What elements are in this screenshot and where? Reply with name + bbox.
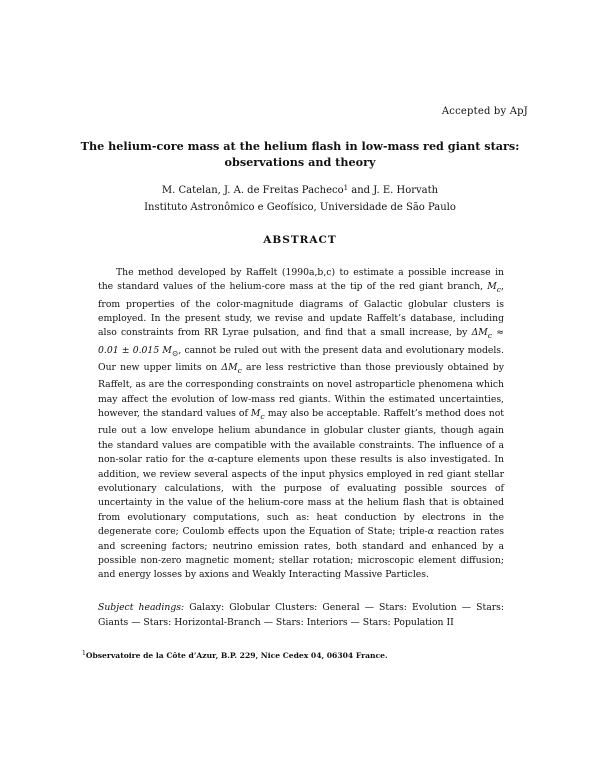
subject-headings-label: Subject headings: bbox=[98, 602, 185, 613]
abstract-text: The method developed by Raffelt (1990a,b,c) to estimate a possible increase in the standard values of the helium-core mass at the tip of the red giant branch, $M_c$, from properties of the color-magnitude diagrams of Galactic globular clusters is employed. In the present study, we revise and update Raffelt’s database, including also constraints from RR Lyrae pulsation, and find that a small increase, by $\Delta M_c \approx 0.01 \pm 0.015$ $M_⊙$, cannot be ruled out with the present data and evolutionary models. Our new upper limits on $\Delta M_c$ are less restrictive than those previously obtained by Raffelt, as are the corresponding constraints on novel astroparticle phenomena which may affect the evolution of low-mass red giants. Within the estimated uncertainties, however, the standard values of $M_c$ may also be acceptable. Raffelt’s method does not rule out a low envelope helium abundance in globular cluster giants, though again the standard values are compatible with the available constraints. The influence of a non-solar ratio for the α-capture elements upon these results is also investigated. In addition, we review several aspects of the input physics employed in red giant stellar evolutionary calculations, with the purpose of evaluating possible sources of uncertainty in the value of the helium-core mass at the helium flash that is obtained from evolutionary computations, such as: heat conduction by electrons in the degenerate core; Coulomb effects upon the Equation of State; triple-α reaction rates and screening factors; neutrino emission rates, both standard and enhanced by a possible non-zero magnetic moment; stellar rotation; microscopic element diffusion; and energy losses by axions and Weakly Interacting Massive Particles. bbox=[98, 267, 505, 581]
author-names-part2: and J. E. Horvath bbox=[348, 185, 439, 196]
title-line-1: The helium-core mass at the helium flash in low-mass red giant stars: bbox=[80, 139, 520, 153]
subject-headings-text: Galaxy: Globular Clusters: General — Stars: Evolution — Stars: Giants — Stars: Horizontal-Branch — Stars: Interiors — Stars: Population II bbox=[98, 602, 504, 628]
title-line-2: observations and theory bbox=[224, 155, 376, 169]
abstract-heading: ABSTRACT bbox=[263, 234, 337, 246]
author-names bbox=[80, 182, 520, 199]
author-names-part1: M. Catelan, J. A. de Freitas Pacheco bbox=[161, 185, 344, 196]
subject-headings bbox=[98, 600, 504, 630]
author-block bbox=[80, 182, 520, 216]
author-footnote-mark: 1 bbox=[343, 184, 349, 192]
footnote-mark: 1 bbox=[82, 650, 86, 657]
footnote-text: Observatoire de la Côte d’Azur, B.P. 229, Nice Cedex 04, 06304 France. bbox=[85, 651, 388, 660]
paper-title bbox=[80, 138, 520, 170]
footnote bbox=[82, 650, 522, 662]
author-affiliation: Instituto Astronômico e Geofísico, Universidade de São Paulo bbox=[144, 202, 456, 213]
acceptance-note: Accepted by ApJ bbox=[441, 106, 528, 117]
